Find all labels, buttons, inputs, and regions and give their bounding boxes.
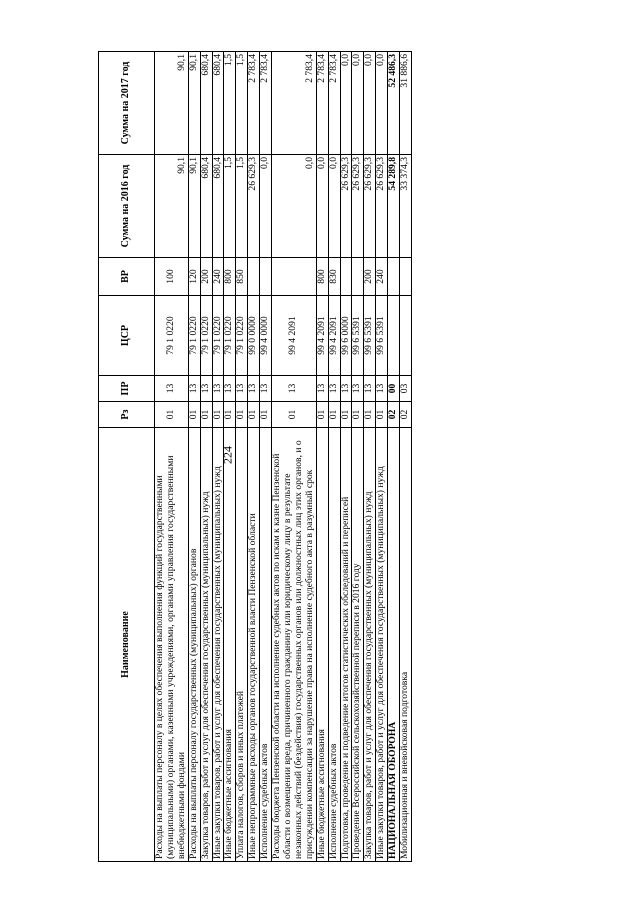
cell-rz: 02 <box>388 402 400 428</box>
cell-sum-2016: 90,1 <box>155 155 189 258</box>
cell-sum-2017: 52 486,3 <box>388 52 400 155</box>
table-row <box>352 52 364 862</box>
cell-sum-2016: 26 629,3 <box>352 155 364 258</box>
cell-csr: 79 1 0220 <box>200 296 212 376</box>
cell-sum-2017: 90,1 <box>188 52 200 155</box>
cell-name: Закупка товаров, работ и услуг для обеспечения государственных (муниципальных) нужд <box>200 428 212 862</box>
cell-rz: 01 <box>260 402 272 428</box>
cell-vr: 800 <box>316 258 328 296</box>
cell-csr: 79 1 0220 <box>188 296 200 376</box>
cell-sum-2016: 680,4 <box>200 155 212 258</box>
cell-csr: 79 1 0220 <box>155 296 189 376</box>
cell-pr: 13 <box>200 376 212 402</box>
cell-sum-2016: 680,4 <box>212 155 224 258</box>
cell-sum-2016: 1,5 <box>224 155 236 258</box>
header-name: Наименование <box>99 428 155 862</box>
cell-csr <box>400 296 412 376</box>
cell-rz: 02 <box>400 402 412 428</box>
cell-pr: 13 <box>248 376 260 402</box>
cell-pr: 13 <box>188 376 200 402</box>
cell-sum-2017: 2 783,4 <box>316 52 328 155</box>
cell-vr <box>340 258 352 296</box>
cell-rz: 01 <box>352 402 364 428</box>
cell-pr: 13 <box>352 376 364 402</box>
cell-sum-2016: 54 289,8 <box>388 155 400 258</box>
table-row <box>272 52 317 862</box>
cell-vr: 200 <box>364 258 376 296</box>
cell-sum-2017: 1,5 <box>236 52 248 155</box>
cell-name: Исполнение судебных актов <box>328 428 340 862</box>
cell-name: Иные бюджетные ассигнования <box>224 428 236 862</box>
cell-vr: 830 <box>328 258 340 296</box>
cell-name: Иные закупки товаров, работ и услуг для обеспечения государственных (муниципальных) нужд <box>376 428 388 862</box>
cell-sum-2016: 26 629,3 <box>248 155 260 258</box>
cell-pr: 03 <box>400 376 412 402</box>
cell-csr: 99 6 5391 <box>376 296 388 376</box>
cell-sum-2016: 0,0 <box>260 155 272 258</box>
cell-vr: 120 <box>188 258 200 296</box>
table-body <box>155 52 412 862</box>
cell-pr: 13 <box>340 376 352 402</box>
cell-vr: 100 <box>155 258 189 296</box>
cell-sum-2016: 33 374,3 <box>400 155 412 258</box>
cell-vr <box>352 258 364 296</box>
cell-rz: 01 <box>155 402 189 428</box>
cell-rz: 01 <box>376 402 388 428</box>
cell-name: Закупка товаров, работ и услуг для обеспечения государственных (муниципальных) нужд <box>364 428 376 862</box>
cell-sum-2016: 1,5 <box>236 155 248 258</box>
cell-sum-2017: 2 783,4 <box>272 52 317 155</box>
cell-csr: 79 1 0220 <box>224 296 236 376</box>
cell-rz: 01 <box>272 402 317 428</box>
cell-csr: 99 6 0000 <box>340 296 352 376</box>
cell-vr <box>388 258 400 296</box>
cell-csr: 99 4 0000 <box>260 296 272 376</box>
cell-vr <box>272 258 317 296</box>
header-rz: Рз <box>99 402 155 428</box>
table-row <box>328 52 340 862</box>
cell-sum-2017: 0,0 <box>376 52 388 155</box>
cell-pr: 00 <box>388 376 400 402</box>
cell-name: Расходы бюджета Пензенской области на исполнение судебных актов по искам к казне Пензенской области о возмещении вреда, причиненного гражданину или юридическому лицу в результате незаконных действий (бездействия) государственных органов или должностных лиц этих органов, и о присуждении компенсации за нарушение права на исполнение судебного акта в разумный срок <box>272 428 317 862</box>
page-number: 224 <box>220 446 235 464</box>
table-row <box>224 52 236 862</box>
header-vr: ВР <box>99 258 155 296</box>
table-row <box>212 52 224 862</box>
table-row <box>188 52 200 862</box>
table-header-row <box>99 52 155 862</box>
cell-rz: 01 <box>248 402 260 428</box>
cell-sum-2017: 680,4 <box>212 52 224 155</box>
header-sum-2016: Сумма на 2016 год <box>99 155 155 258</box>
cell-pr: 13 <box>272 376 317 402</box>
cell-sum-2017: 31 886,6 <box>400 52 412 155</box>
cell-name: Иные непрограммные расходы органов государственной власти Пензенской области <box>248 428 260 862</box>
cell-sum-2017: 2 783,4 <box>260 52 272 155</box>
cell-rz: 01 <box>224 402 236 428</box>
cell-csr: 99 6 5391 <box>364 296 376 376</box>
cell-sum-2016: 26 629,3 <box>364 155 376 258</box>
cell-name: НАЦИОНАЛЬНАЯ ОБОРОНА <box>388 428 400 862</box>
cell-name: Исполнение судебных актов <box>260 428 272 862</box>
budget-table <box>98 51 412 862</box>
header-csr: ЦСР <box>99 296 155 376</box>
cell-pr: 13 <box>224 376 236 402</box>
cell-sum-2017: 1,5 <box>224 52 236 155</box>
table-row <box>340 52 352 862</box>
cell-pr: 13 <box>236 376 248 402</box>
cell-sum-2017: 2 783,4 <box>328 52 340 155</box>
table-row <box>364 52 376 862</box>
cell-csr: 99 4 2091 <box>272 296 317 376</box>
cell-sum-2016: 26 629,3 <box>376 155 388 258</box>
cell-vr <box>260 258 272 296</box>
cell-rz: 01 <box>316 402 328 428</box>
cell-sum-2016: 0,0 <box>272 155 317 258</box>
table-row <box>376 52 388 862</box>
table-row <box>248 52 260 862</box>
table-row <box>400 52 412 862</box>
table-row <box>260 52 272 862</box>
rotated-page-content <box>98 52 568 862</box>
cell-rz: 01 <box>328 402 340 428</box>
cell-sum-2017: 680,4 <box>200 52 212 155</box>
table-row <box>316 52 328 862</box>
cell-pr: 13 <box>376 376 388 402</box>
table-row <box>388 52 400 862</box>
cell-csr: 99 4 2091 <box>316 296 328 376</box>
cell-rz: 01 <box>200 402 212 428</box>
cell-name: Расходы на выплаты персоналу в целях обеспечения выполнения функций государственными (муниципальными) органами, казенными учреждениями, органами управления государственными внебюджетными фондами <box>155 428 189 862</box>
cell-name: Проведение Всероссийской сельскохозяйственной переписи в 2016 году <box>352 428 364 862</box>
cell-sum-2017: 0,0 <box>352 52 364 155</box>
cell-vr: 240 <box>376 258 388 296</box>
cell-csr: 99 6 5391 <box>352 296 364 376</box>
cell-pr: 13 <box>260 376 272 402</box>
cell-sum-2017: 0,0 <box>340 52 352 155</box>
cell-sum-2017: 2 783,4 <box>248 52 260 155</box>
cell-rz: 01 <box>212 402 224 428</box>
cell-sum-2016: 90,1 <box>188 155 200 258</box>
cell-name: Уплата налогов, сборов и иных платежей <box>236 428 248 862</box>
cell-vr: 800 <box>224 258 236 296</box>
cell-name: Мобилизационная и вневойсковая подготовка <box>400 428 412 862</box>
cell-csr <box>388 296 400 376</box>
cell-sum-2016: 26 629,3 <box>340 155 352 258</box>
cell-rz: 01 <box>188 402 200 428</box>
cell-vr <box>248 258 260 296</box>
cell-pr: 13 <box>316 376 328 402</box>
table-row <box>236 52 248 862</box>
cell-csr: 99 0 0000 <box>248 296 260 376</box>
cell-name: Расходы на выплаты персоналу государственных (муниципальных) органов <box>188 428 200 862</box>
cell-rz: 01 <box>236 402 248 428</box>
header-pr: ПР <box>99 376 155 402</box>
cell-vr: 850 <box>236 258 248 296</box>
cell-csr: 79 1 0220 <box>212 296 224 376</box>
cell-pr: 13 <box>328 376 340 402</box>
table-row <box>155 52 189 862</box>
cell-name: Иные закупки товаров, работ и услуг для обеспечения государственных (муниципальных) нужд <box>212 428 224 862</box>
header-sum-2017: Сумма на 2017 год <box>99 52 155 155</box>
cell-name: Иные бюджетные ассигнования <box>316 428 328 862</box>
cell-sum-2016: 0,0 <box>316 155 328 258</box>
cell-pr: 13 <box>155 376 189 402</box>
cell-sum-2017: 90,1 <box>155 52 189 155</box>
cell-name: Подготовка, проведение и подведение итогов статистических обследований и переписей <box>340 428 352 862</box>
table-row <box>200 52 212 862</box>
cell-rz: 01 <box>340 402 352 428</box>
cell-sum-2016: 0,0 <box>328 155 340 258</box>
cell-vr <box>400 258 412 296</box>
cell-vr: 240 <box>212 258 224 296</box>
cell-vr: 200 <box>200 258 212 296</box>
cell-csr: 79 1 0220 <box>236 296 248 376</box>
cell-sum-2017: 0,0 <box>364 52 376 155</box>
cell-rz: 01 <box>364 402 376 428</box>
cell-pr: 13 <box>364 376 376 402</box>
cell-csr: 99 4 2091 <box>328 296 340 376</box>
cell-pr: 13 <box>212 376 224 402</box>
